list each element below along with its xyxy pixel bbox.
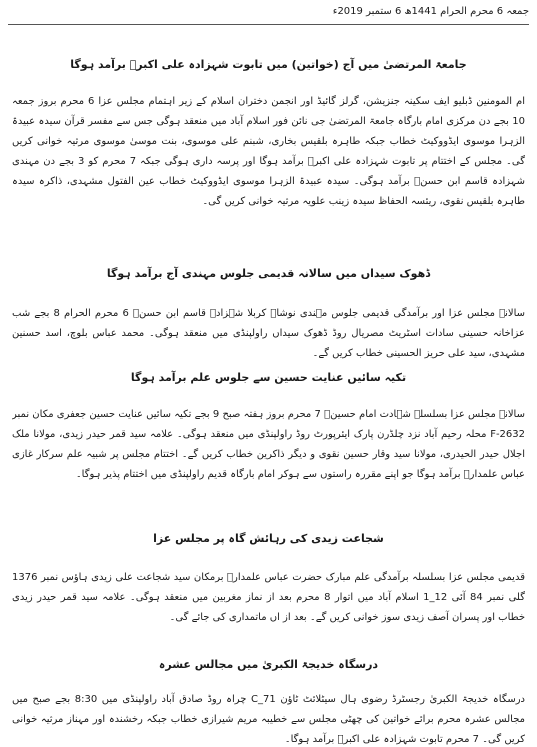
top-divider <box>8 24 529 25</box>
section-heading-4: شجاعت زیدی کی رہائش گاہ پر مجلس عزا <box>153 532 384 545</box>
section-heading-1: جامعۃ المرتضیٰ میں آج (خواتین) میں تابوت شہزادہ علی اکبرؑ برآمد ہوگا <box>70 58 467 71</box>
section-heading-5: درسگاہ خدیجۃ الکبریٰ میں مجالس عشرہ <box>158 658 379 671</box>
section-body-3: سالانہ مجلس عزا بسلسلہ شہادت امام حسینؑ 7 محرم بروز ہفتہ صبح 9 بجے تکیہ سائیں عنایت حسین جعفری مکان نمبر F-2632 محلہ رحیم آباد نزد چلڈرن پارک ایئرپورٹ روڈ راولپنڈی میں منعقد ہوگی۔ علامہ سید قمر حیدر زیدی، مولانا ملک اجلال حیدر الحیدری، مولانا سید وقار حسین نقوی و دیگر ذاکرین خطاب کریں گے۔ اختتام مجلس پر شبیہ علم سرکار غازی عباس علمدارؑ برآمد ہوگا جو اپنے مقررہ راستوں سے ہوکر امام بارگاہ قدیم راولپنڈی میں اختتام پذیر ہوگا۔ <box>12 409 525 480</box>
section-heading-3: تکیہ سائیں عنایت حسین سے جلوس علم برآمد ہوگا <box>130 371 407 384</box>
section-body-1: ام المومنین ڈبلیو ایف سکینہ جنزیشن، گرلز گائیڈ اور انجمن دختران اسلام کے زیر اہتمام مجلس عزا 6 محرم بروز جمعہ 10 بجے دن مرکزی امام بارگاہ جامعۃ المرتضیٰ جی نائن فور اسلام آباد میں منعقد ہوگی جس سے مفسر قرآن سیدہ عبیدۃ الزہرا موسوی ایڈووکیٹ خطاب جبکہ طاہرہ بلقیس بخاری، شبنم علی موسوی، بنت موسیٰ موسوی مرثیہ خوانی کریں گی۔ مجلس کے اختتام پر تابوت شہزادہ علی اکبرؑ برآمد ہوگا اور پرسہ داری ہوگی جبکہ 7 محرم کو 3 بجے دن مہندی شہزادہ قاسم ابن حسنؑ برآمد ہوگی۔ سیدہ عبیدۃ الزہرا موسوی ایڈووکیٹ خطاب عین الفتول مشہدی، ذاکرہ سیدہ طاہرہ بلقیس نقوی، ریئسہ الحفاظ سیدہ زینب علویہ مرثیہ خوانی کریں گی۔ <box>12 96 525 207</box>
dateline: جمعہ 6 محرم الحرام 1441ھ 6 ستمبر 2019ء <box>332 6 529 17</box>
section-body-4: قدیمی مجلس عزا بسلسلہ برآمدگی علم مبارک حضرت عباس علمدارؑ برمکان سید شجاعت علی زیدی ہاؤس نمبر 1376 گلی نمبر 84 آئی 12_1 اسلام آباد میں اتوار 8 محرم بعد از نماز مغربین میں منعقد ہوگی۔ علامہ سید قمر حیدر زیدی خطاب اور پسران آصف زیدی سوز خوانی کریں گے۔ بعد از اں ماتمداری کی جائے گی۔ <box>12 572 525 623</box>
section-body-2: سالانہ مجلس عزا اور برآمدگی قدیمی جلوس مہندی نوشاہ کربلا شہزادہ قاسم ابن حسنؑ 6 محرم الحرام 8 بجے شب عزاخانہ حسینی سادات اسٹریٹ مصریال روڈ ڈھوک سیداں راولپنڈی میں منعقد ہوگی۔ محمد عباس بلوچ، اسد حسنین مشہدی، سید علی حریز الحسینی خطاب کریں گے۔ <box>12 308 525 359</box>
section-body-5: درسگاہ خدیجۃ الکبریٰ رجسٹرڈ رضوی ہال سیٹلائٹ ٹاؤن C_71 چراہ روڈ صادق آباد راولپنڈی میں 8:30 بجے صبح میں مجالس عشرہ محرم برائے خواتین کی چھٹی مجلس سے خطیبہ مریم شیرازی خطاب جبکہ رخشندہ اور مہناز مرثیہ خوانی کریں گی۔ 7 محرم تابوت شہزادہ علی اکبرؑ برآمد ہوگا۔ <box>12 694 525 745</box>
section-heading-2: ڈھوک سیداں میں سالانہ قدیمی جلوس مہندی آج برآمد ہوگا <box>106 267 431 280</box>
